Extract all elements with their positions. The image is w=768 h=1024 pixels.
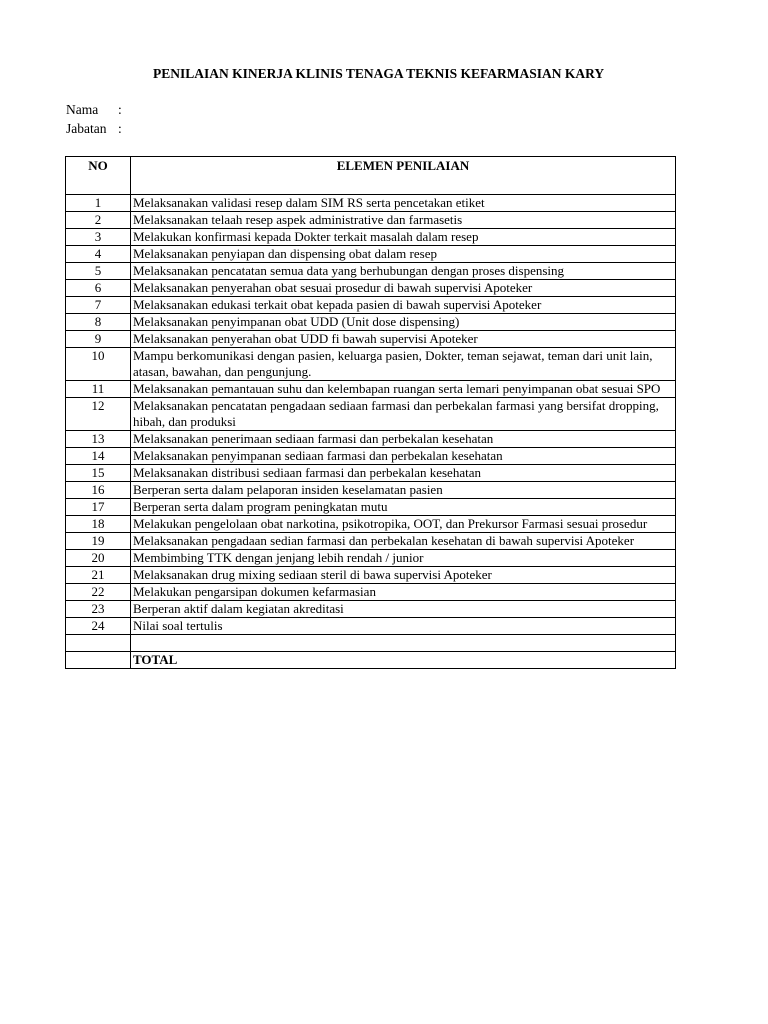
row-number: 22 [66, 584, 131, 601]
header-no: NO [66, 157, 131, 195]
table-row [66, 448, 676, 465]
row-number: 10 [66, 348, 131, 381]
nama-separator: : [118, 102, 122, 117]
row-number: 13 [66, 431, 131, 448]
row-element-text: Melakukan konfirmasi kepada Dokter terkait masalah dalam resep [131, 229, 676, 246]
table-row-total [66, 652, 676, 669]
row-number: 7 [66, 297, 131, 314]
row-element-text: Nilai soal tertulis [131, 618, 676, 635]
nama-label: Nama [66, 102, 99, 117]
row-number: 11 [66, 381, 131, 398]
table-row-empty [66, 635, 676, 652]
row-element-text: Melaksanakan penyimpanan sediaan farmasi dan perbekalan kesehatan [131, 448, 676, 465]
table-row [66, 618, 676, 635]
row-element-text: Melakukan pengarsipan dokumen kefarmasian [131, 584, 676, 601]
assessment-table [65, 156, 676, 669]
row-number: 1 [66, 195, 131, 212]
row-element-text: Melaksanakan pengadaan sedian farmasi dan perbekalan kesehatan di bawah supervisi Apoteker [131, 533, 676, 550]
row-element-text: Berperan serta dalam program peningkatan mutu [131, 499, 676, 516]
row-element-text: Melakukan pengelolaan obat narkotina, psikotropika, OOT, dan Prekursor Farmasi sesuai prosedur [131, 516, 676, 533]
row-number: 21 [66, 567, 131, 584]
table-row [66, 482, 676, 499]
table-row [66, 314, 676, 331]
row-number: 12 [66, 398, 131, 431]
table-row [66, 331, 676, 348]
table-row [66, 263, 676, 280]
table-row [66, 550, 676, 567]
table-row [66, 398, 676, 431]
row-element-text: Melaksanakan drug mixing sediaan steril di bawa supervisi Apoteker [131, 567, 676, 584]
row-number: 18 [66, 516, 131, 533]
table-row [66, 280, 676, 297]
document-title: PENILAIAN KINERJA KLINIS TENAGA TEKNIS KEFARMASIAN KARY [153, 66, 605, 81]
empty-element-cell [131, 635, 676, 652]
row-number: 23 [66, 601, 131, 618]
row-element-text: Melaksanakan pemantauan suhu dan kelembapan ruangan serta lemari penyimpanan obat sesuai SPO [131, 381, 676, 398]
table-row [66, 297, 676, 314]
row-number: 17 [66, 499, 131, 516]
row-number: 2 [66, 212, 131, 229]
row-number: 15 [66, 465, 131, 482]
table-row [66, 516, 676, 533]
row-element-text: Melaksanakan penerimaan sediaan farmasi dan perbekalan kesehatan [131, 431, 676, 448]
row-number: 9 [66, 331, 131, 348]
table-row [66, 381, 676, 398]
empty-no-cell [66, 635, 131, 652]
row-element-text: Melaksanakan validasi resep dalam SIM RS serta pencetakan etiket [131, 195, 676, 212]
row-number: 3 [66, 229, 131, 246]
row-number: 19 [66, 533, 131, 550]
table-row [66, 212, 676, 229]
row-element-text: Mampu berkomunikasi dengan pasien, keluarga pasien, Dokter, teman sejawat, teman dari unit lain, atasan, bawahan, dan pengunjung. [131, 348, 676, 381]
row-element-text: Berperan aktif dalam kegiatan akreditasi [131, 601, 676, 618]
header-elemen-penilaian: ELEMEN PENILAIAN [131, 157, 676, 195]
row-element-text: Membimbing TTK dengan jenjang lebih rendah / junior [131, 550, 676, 567]
table-row [66, 229, 676, 246]
table-body [66, 195, 676, 635]
row-number: 4 [66, 246, 131, 263]
jabatan-label: Jabatan [66, 121, 107, 136]
row-number: 20 [66, 550, 131, 567]
row-number: 6 [66, 280, 131, 297]
row-number: 16 [66, 482, 131, 499]
row-element-text: Melaksanakan penyiapan dan dispensing obat dalam resep [131, 246, 676, 263]
row-number: 14 [66, 448, 131, 465]
row-element-text: Melaksanakan pencatatan semua data yang berhubungan dengan proses dispensing [131, 263, 676, 280]
total-label: TOTAL [131, 652, 676, 669]
jabatan-field [66, 121, 122, 137]
table-row [66, 499, 676, 516]
row-element-text: Melaksanakan penyerahan obat sesuai prosedur di bawah supervisi Apoteker [131, 280, 676, 297]
table-row [66, 533, 676, 550]
row-element-text: Melaksanakan pencatatan pengadaan sediaan farmasi dan perbekalan farmasi yang bersifat dropping, hibah, dan produksi [131, 398, 676, 431]
nama-field [66, 102, 122, 118]
table-row [66, 601, 676, 618]
table-row [66, 246, 676, 263]
table-row [66, 348, 676, 381]
table-header-row [66, 157, 676, 195]
row-element-text: Melaksanakan distribusi sediaan farmasi dan perbekalan kesehatan [131, 465, 676, 482]
table-row [66, 195, 676, 212]
row-element-text: Melaksanakan telaah resep aspek administrative dan farmasetis [131, 212, 676, 229]
table-row [66, 431, 676, 448]
row-element-text: Melaksanakan edukasi terkait obat kepada pasien di bawah supervisi Apoteker [131, 297, 676, 314]
table-row [66, 567, 676, 584]
table-row [66, 584, 676, 601]
table-row [66, 465, 676, 482]
row-element-text: Melaksanakan penyerahan obat UDD fi bawah supervisi Apoteker [131, 331, 676, 348]
row-element-text: Melaksanakan penyimpanan obat UDD (Unit dose dispensing) [131, 314, 676, 331]
row-number: 8 [66, 314, 131, 331]
row-element-text: Berperan serta dalam pelaporan insiden keselamatan pasien [131, 482, 676, 499]
total-no-cell [66, 652, 131, 669]
jabatan-separator: : [118, 121, 122, 136]
row-number: 24 [66, 618, 131, 635]
row-number: 5 [66, 263, 131, 280]
